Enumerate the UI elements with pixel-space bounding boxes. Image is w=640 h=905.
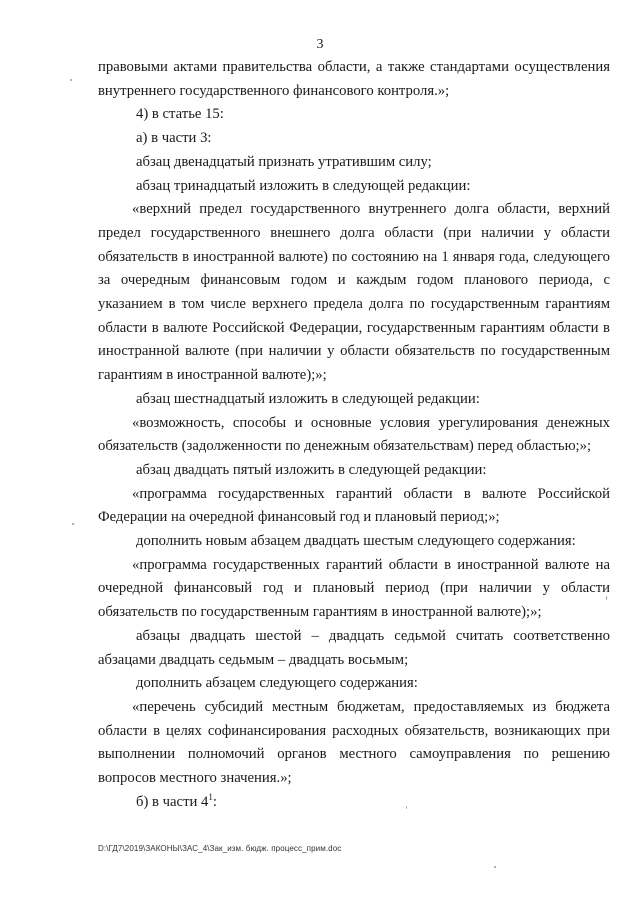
paragraph-8: «возможность, способы и основные условия урегулирования денежных обязательств (задолженности по денежным обязательствам) перед областью;»;: [98, 414, 610, 455]
scan-speck: [606, 596, 607, 600]
scan-speck: [494, 866, 496, 868]
paragraph-12: «программа государственных гарантий области в иностранной валюте на очередной финансовый год и плановый период (при наличии у области обязательств по государственным гарантиям в иностранной валюте);»;: [98, 556, 610, 621]
paragraph-1: правовыми актами правительства области, а также стандартами осуществления внутреннего государственного финансового контроля.»;: [98, 59, 610, 99]
paragraph-5: абзац тринадцатый изложить в следующей редакции:: [136, 177, 471, 194]
last-item-superscript: 1: [208, 791, 213, 802]
paragraph-9: абзац двадцать пятый изложить в следующей редакции:: [136, 461, 487, 478]
paragraph-7: абзац шестнадцатый изложить в следующей редакции:: [136, 390, 480, 407]
footer-file-path: D:\ГД7\2019\ЗАКОНЫ\ЗАС_4\Зак_изм. бюдж. процесс_прим.doc: [98, 844, 342, 853]
paragraph-14: дополнить абзацем следующего содержания:: [136, 675, 418, 692]
last-item-suffix: :: [212, 793, 217, 810]
paragraph-11: дополнить новым абзацем двадцать шестым следующего содержания:: [136, 533, 576, 550]
paragraph-10: «программа государственных гарантий области в валюте Российской Федерации на очередной финансовый год и плановый период;»;: [98, 485, 610, 526]
paragraph-2: 4) в статье 15:: [136, 106, 224, 123]
paragraph-16: [98, 791, 610, 815]
paragraph-6: «верхний предел государственного внутреннего долга области, верхний предел государственного внешнего долга области (при наличии у области обязательств в иностранной валюте) по состоянию на 1 января года, следующего за очередным финансовым годом и каждым годом планового периода, с указанием в том числе верхнего предела долга по государственным гарантиям области в валюте Российской Федерации, государственным гарантиям области в иностранной валюте (при наличии у области обязательств по государственным гарантиям в иностранной валюте);»;: [98, 201, 610, 384]
page-number: 3: [316, 37, 324, 52]
paragraph-3: а) в части 3:: [136, 130, 212, 147]
paragraph-4: абзац двенадцатый признать утратившим силу;: [136, 153, 432, 170]
scan-speck: [406, 806, 407, 809]
document-body: [98, 56, 610, 815]
last-item-prefix: б) в части 4: [136, 793, 209, 810]
scan-speck: [70, 79, 72, 81]
paragraph-13: абзацы двадцать шестой – двадцать седьмой считать соответственно абзацами двадцать седьмым – двадцать восьмым;: [98, 627, 610, 668]
scan-speck: [72, 523, 74, 525]
paragraph-15: «перечень субсидий местным бюджетам, предоставляемых из бюджета области в целях софинансирования расходных обязательств, возникающих при выполнении полномочий органов местного самоуправления по решению вопросов местного значения.»;: [98, 698, 610, 787]
